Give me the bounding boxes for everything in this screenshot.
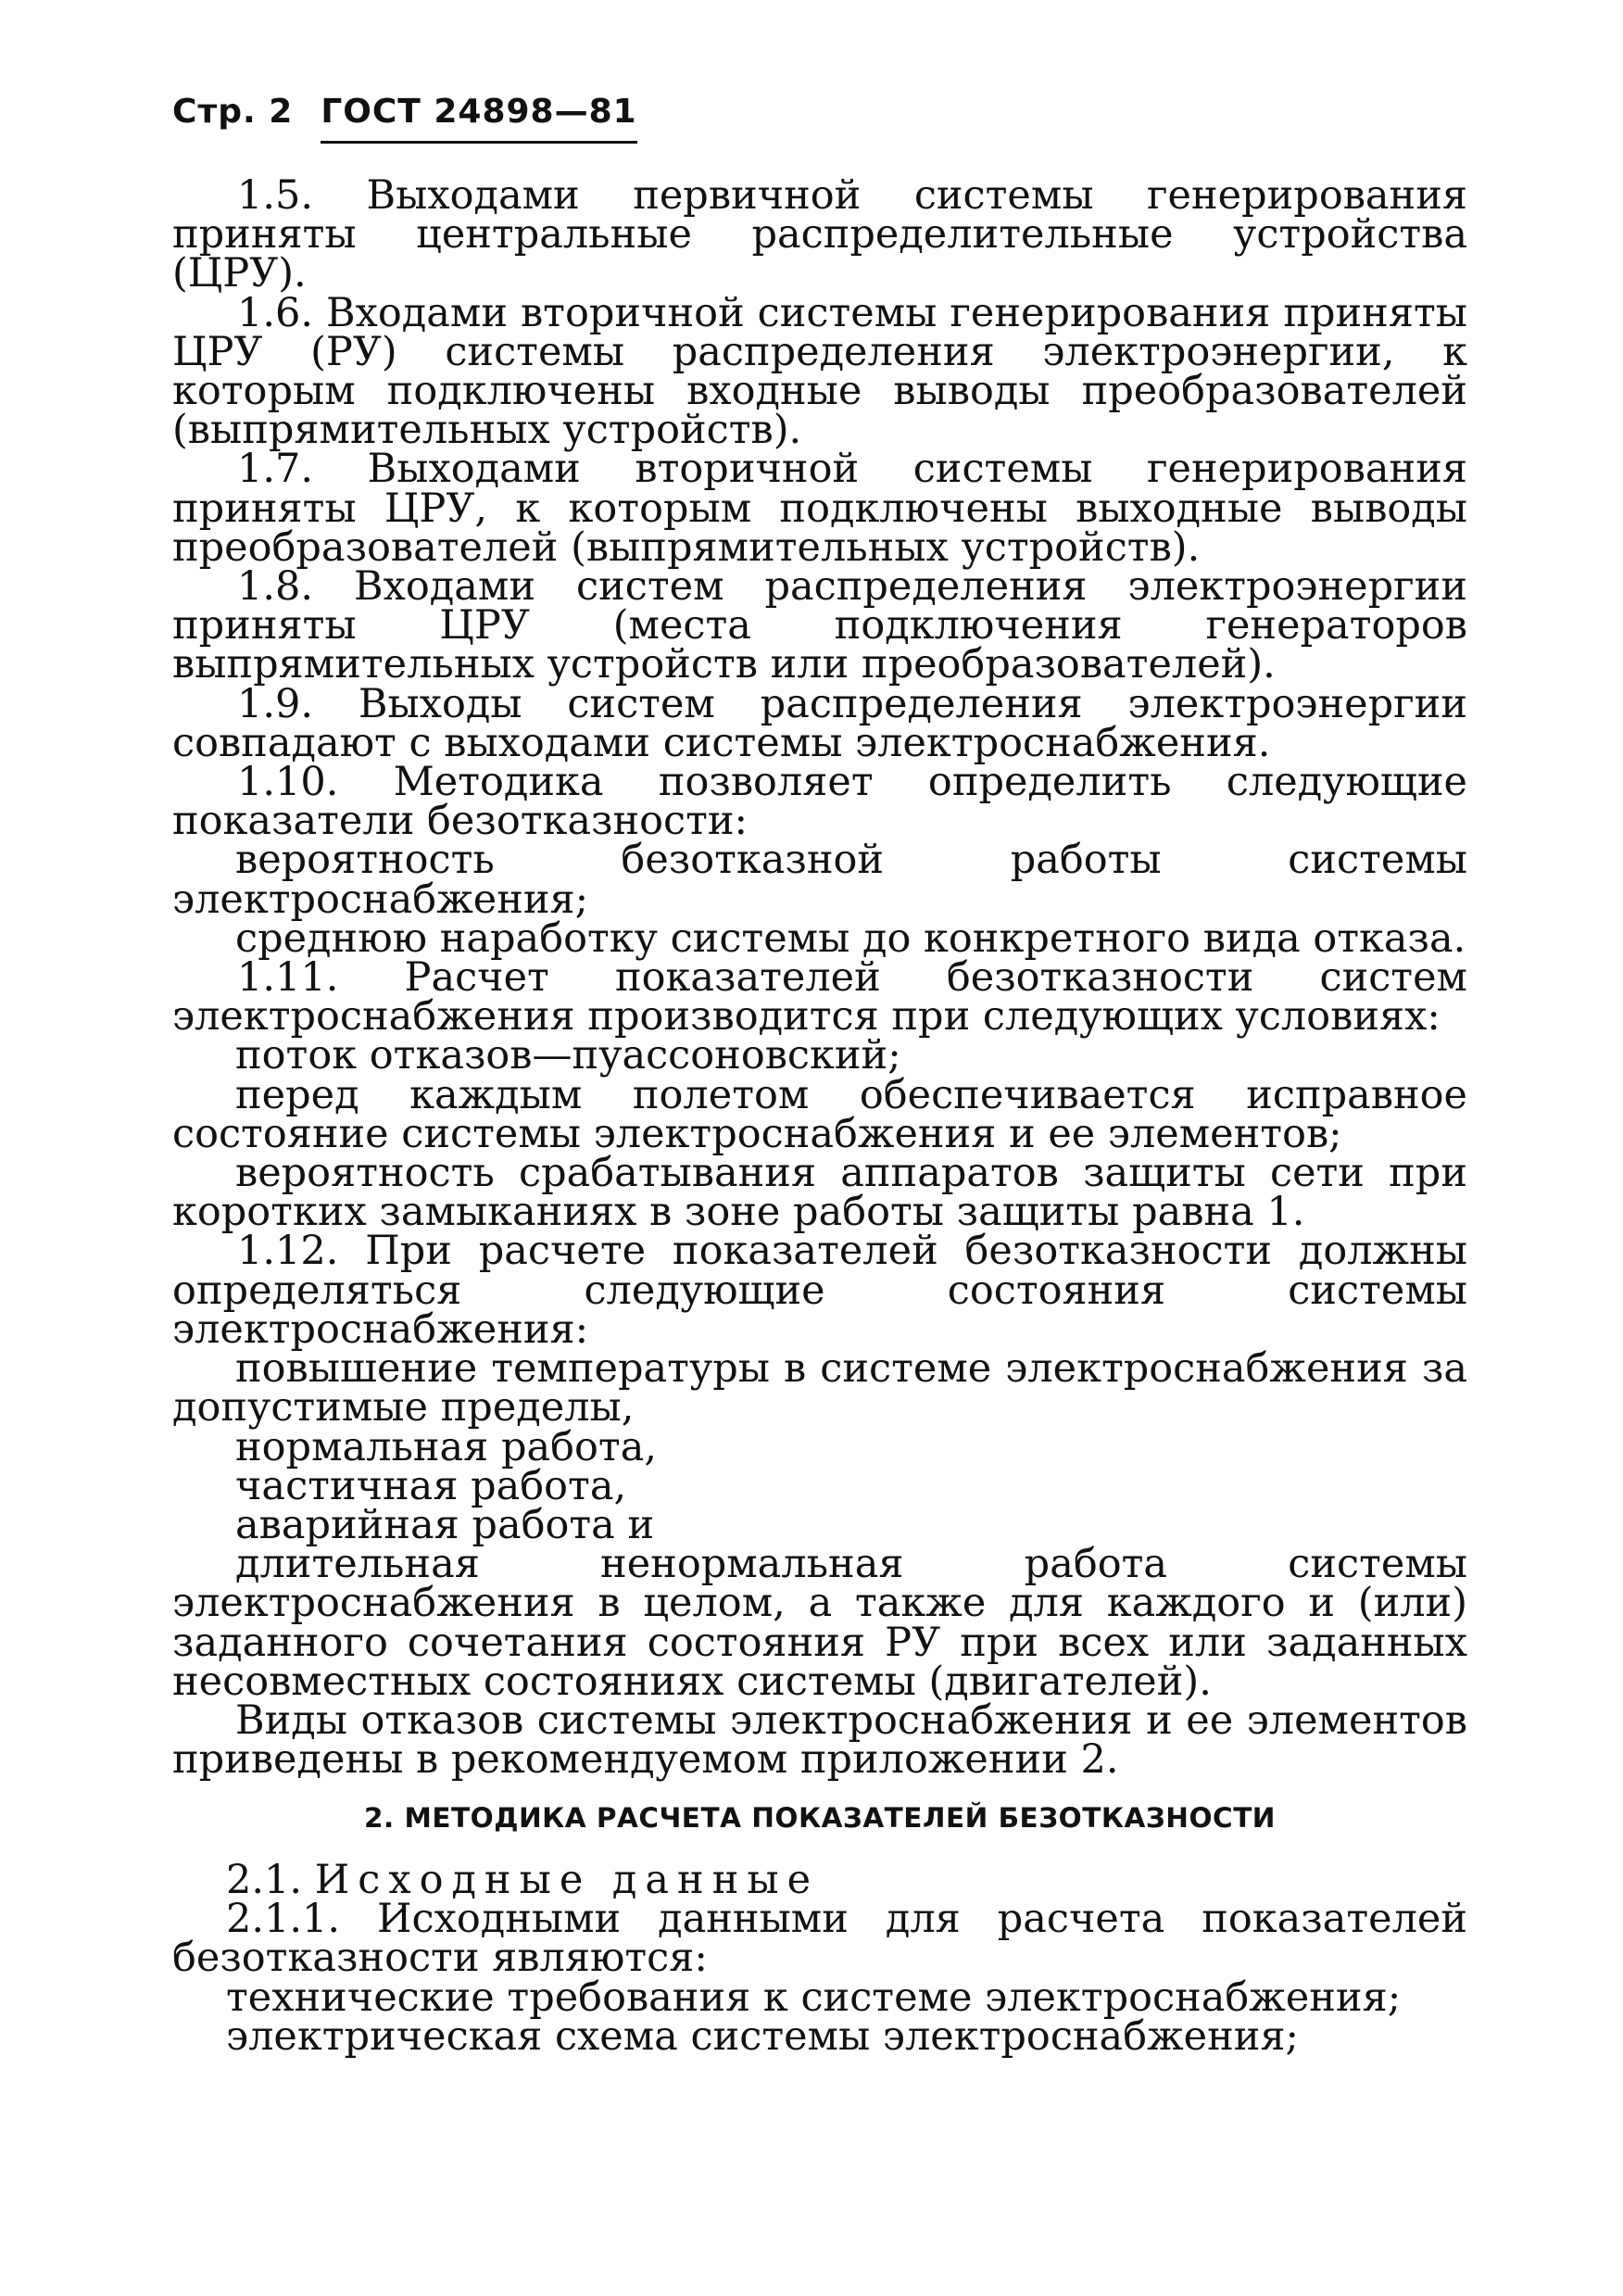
standard-code: ГОСТ 24898—81 xyxy=(321,93,637,131)
list-item: повышение температуры в системе электроснабжения за допустимые пределы, xyxy=(172,1345,1467,1432)
subsection-title: Исходные данные xyxy=(314,1857,820,1903)
paragraph: 1.12. При расчете показателей безотказности должны определяться следующие состояния системы электроснабжения: xyxy=(172,1228,1467,1353)
list-item: длительная ненормальная работа системы электроснабжения в целом, а также для каждого и (или) заданного сочетания состояния РУ при всех или заданных несовместных состояниях системы (двигателей). xyxy=(172,1541,1467,1705)
paragraph: 1.7. Выходами вторичной системы генерирования приняты ЦРУ, к которым подключены выходные выводы преобразователей (выпрямительных устройств). xyxy=(172,446,1467,571)
body-text-section-1 xyxy=(172,172,1467,1784)
paragraph: 1.10. Методика позволяет определить следующие показатели безотказности: xyxy=(172,759,1467,845)
list-item: электрическая схема системы электроснабжения; xyxy=(226,2012,1300,2060)
list-item: поток отказов—пуассоновский; xyxy=(235,1032,901,1079)
list-item: аварийная работа и xyxy=(235,1501,655,1548)
list-item: технические требования к системе электроснабжения; xyxy=(226,1974,1402,2021)
list-item: перед каждым полетом обеспечивается исправное состояние системы электроснабжения и ее элементов; xyxy=(172,1071,1467,1157)
list-item: среднюю наработку системы до конкретного вида отказа. xyxy=(235,915,1466,962)
list-item: вероятность безотказной работы системы электроснабжения; xyxy=(172,837,1467,923)
paragraph: Виды отказов системы электроснабжения и ее элементов приведены в рекомендуемом приложении 2. xyxy=(172,1697,1467,1784)
subsection-heading xyxy=(172,1857,1467,1903)
list-item: частичная работа, xyxy=(235,1462,627,1509)
page-header xyxy=(172,93,637,131)
page-label: Стр. 2 xyxy=(172,93,294,131)
paragraph: 1.9. Выходы систем распределения электроэнергии совпадают с выходами системы электроснабжения. xyxy=(172,680,1467,766)
body-text-section-2 xyxy=(172,1857,1467,2060)
subsection-number: 2.1. xyxy=(226,1857,303,1903)
paragraph: 1.11. Расчет показателей безотказности систем электроснабжения производится при следующих условиях: xyxy=(172,954,1467,1041)
paragraph: 2.1.1. Исходными данными для расчета показателей безотказности являются: xyxy=(172,1896,1467,1982)
paragraph: 1.6. Входами вторичной системы генерирования приняты ЦРУ (РУ) системы распределения электроэнергии, к которым подключены входные выводы преобразователей (выпрямительных устройств). xyxy=(172,289,1467,454)
paragraph: 1.5. Выходами первичной системы генерирования приняты центральные распределительные устройства (ЦРУ). xyxy=(172,172,1467,297)
list-item: нормальная работа, xyxy=(235,1423,658,1470)
list-item: вероятность срабатывания аппаратов защиты сети при коротких замыканиях в зоне работы защиты равна 1. xyxy=(172,1150,1467,1236)
section-heading: 2. МЕТОДИКА РАСЧЕТА ПОКАЗАТЕЛЕЙ БЕЗОТКАЗНОСТИ xyxy=(363,1802,1276,1834)
paragraph: 1.8. Входами систем распределения электроэнергии приняты ЦРУ (места подключения генераторов выпрямительных устройств или преобразователей). xyxy=(172,563,1467,688)
